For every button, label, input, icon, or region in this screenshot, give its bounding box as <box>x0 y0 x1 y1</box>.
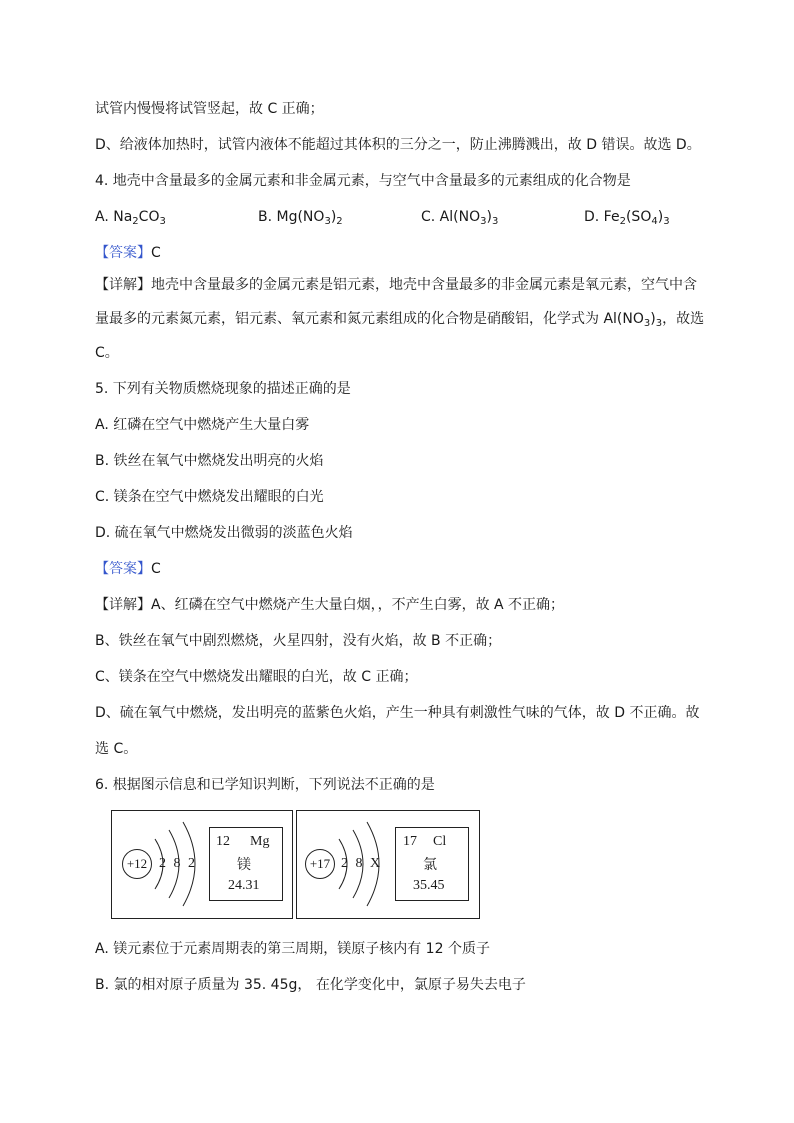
question-5: 5. 下列有关物质燃烧现象的描述正确的是 <box>95 381 351 397</box>
question-4: 4. 地壳中含量最多的金属元素和非金属元素，与空气中含量最多的元素组成的化合物是 <box>95 173 631 189</box>
answer-value: C <box>151 245 161 261</box>
answer-tag: 【答案】 <box>95 245 151 261</box>
question-6: 6. 根据图示信息和已学知识判断，下列说法不正确的是 <box>95 777 435 793</box>
q5-option-a: A. 红磷在空气中燃烧产生大量白雾 <box>95 417 310 433</box>
mg-electron-config: 2 8 2 <box>159 856 197 871</box>
line-1: 试管内慢慢将试管竖起，故 C 正确； <box>95 101 324 117</box>
mg-element-card <box>209 827 283 901</box>
q4-option-d: D. $Fe_2(SO_4)_3$ <box>584 209 670 227</box>
mg-atomic-mass: 24.31 <box>228 878 260 893</box>
mg-figure-panel <box>111 810 293 919</box>
q5-option-c: C. 镁条在空气中燃烧发出耀眼的白光 <box>95 489 324 505</box>
q5-explanation-1: 【详解】A、红磷在空气中燃烧产生大量白烟，，不产生白雾，故 A 不正确； <box>95 597 565 613</box>
answer-value: C <box>151 561 161 577</box>
cl-electron-config: 2 8 X <box>341 856 383 871</box>
cl-figure-panel <box>296 810 480 919</box>
cl-element-card <box>395 827 469 901</box>
line-2: D、给液体加热时，试管内液体不能超过其体积的三分之一，防止沸腾溅出，故 D 错误。故选 D。 <box>95 137 701 153</box>
q4-option-b: B. $Mg(NO_3)_2$ <box>258 209 343 227</box>
q4-explanation-1: 【详解】地壳中含量最多的金属元素是铝元素，地壳中含量最多的非金属元素是氧元素，空气中含 <box>95 277 697 293</box>
q5-answer <box>95 560 161 578</box>
cl-nucleus: +17 <box>305 849 335 879</box>
q5-option-b: B. 铁丝在氧气中燃烧发出明亮的火焰 <box>95 453 324 469</box>
q5-explanation-4: D、硫在氧气中燃烧，发出明亮的蓝紫色火焰，产生一种具有刺激性气味的气体，故 D 不正确。故 <box>95 705 700 721</box>
mg-name: 镁 <box>237 857 251 873</box>
cl-atomic-mass: 35.45 <box>413 878 445 893</box>
q4-explanation-2: 量最多的元素氮元素，铝元素、氧元素和氮元素组成的化合物是硝酸铝，化学式为 $Al(NO_3)_3$，故选 <box>95 311 705 329</box>
q4-option-c: C. $Al(NO_3)_3$ <box>421 209 499 227</box>
cl-symbol: Cl <box>433 834 447 849</box>
q5-explanation-2: B、铁丝在氧气中剧烈燃烧，火星四射，没有火焰，故 B 不正确； <box>95 633 502 649</box>
q6-option-a: A. 镁元素位于元素周期表的第三周期，镁原子核内有 12 个质子 <box>95 941 490 957</box>
q4-explanation-3: C。 <box>95 345 119 361</box>
q5-explanation-3: C、镁条在空气中燃烧发出耀眼的白光，故 C 正确； <box>95 669 418 685</box>
q6-option-b: B. 氯的相对原子质量为 35. 45g， 在化学变化中，氯原子易失去电子 <box>95 977 526 993</box>
q5-option-d: D. 硫在氧气中燃烧发出微弱的淡蓝色火焰 <box>95 525 353 541</box>
cl-name: 氯 <box>423 857 437 873</box>
mg-atomic-number: 12 <box>216 834 230 849</box>
q5-explanation-5: 选 C。 <box>95 741 138 757</box>
q4-answer <box>95 244 161 262</box>
cl-atomic-number: 17 <box>403 834 417 849</box>
mg-nucleus: +12 <box>122 849 152 879</box>
answer-tag: 【答案】 <box>95 561 151 577</box>
mg-symbol: Mg <box>250 834 270 849</box>
q4-option-a: A. $Na_2CO_3$ <box>95 209 166 227</box>
